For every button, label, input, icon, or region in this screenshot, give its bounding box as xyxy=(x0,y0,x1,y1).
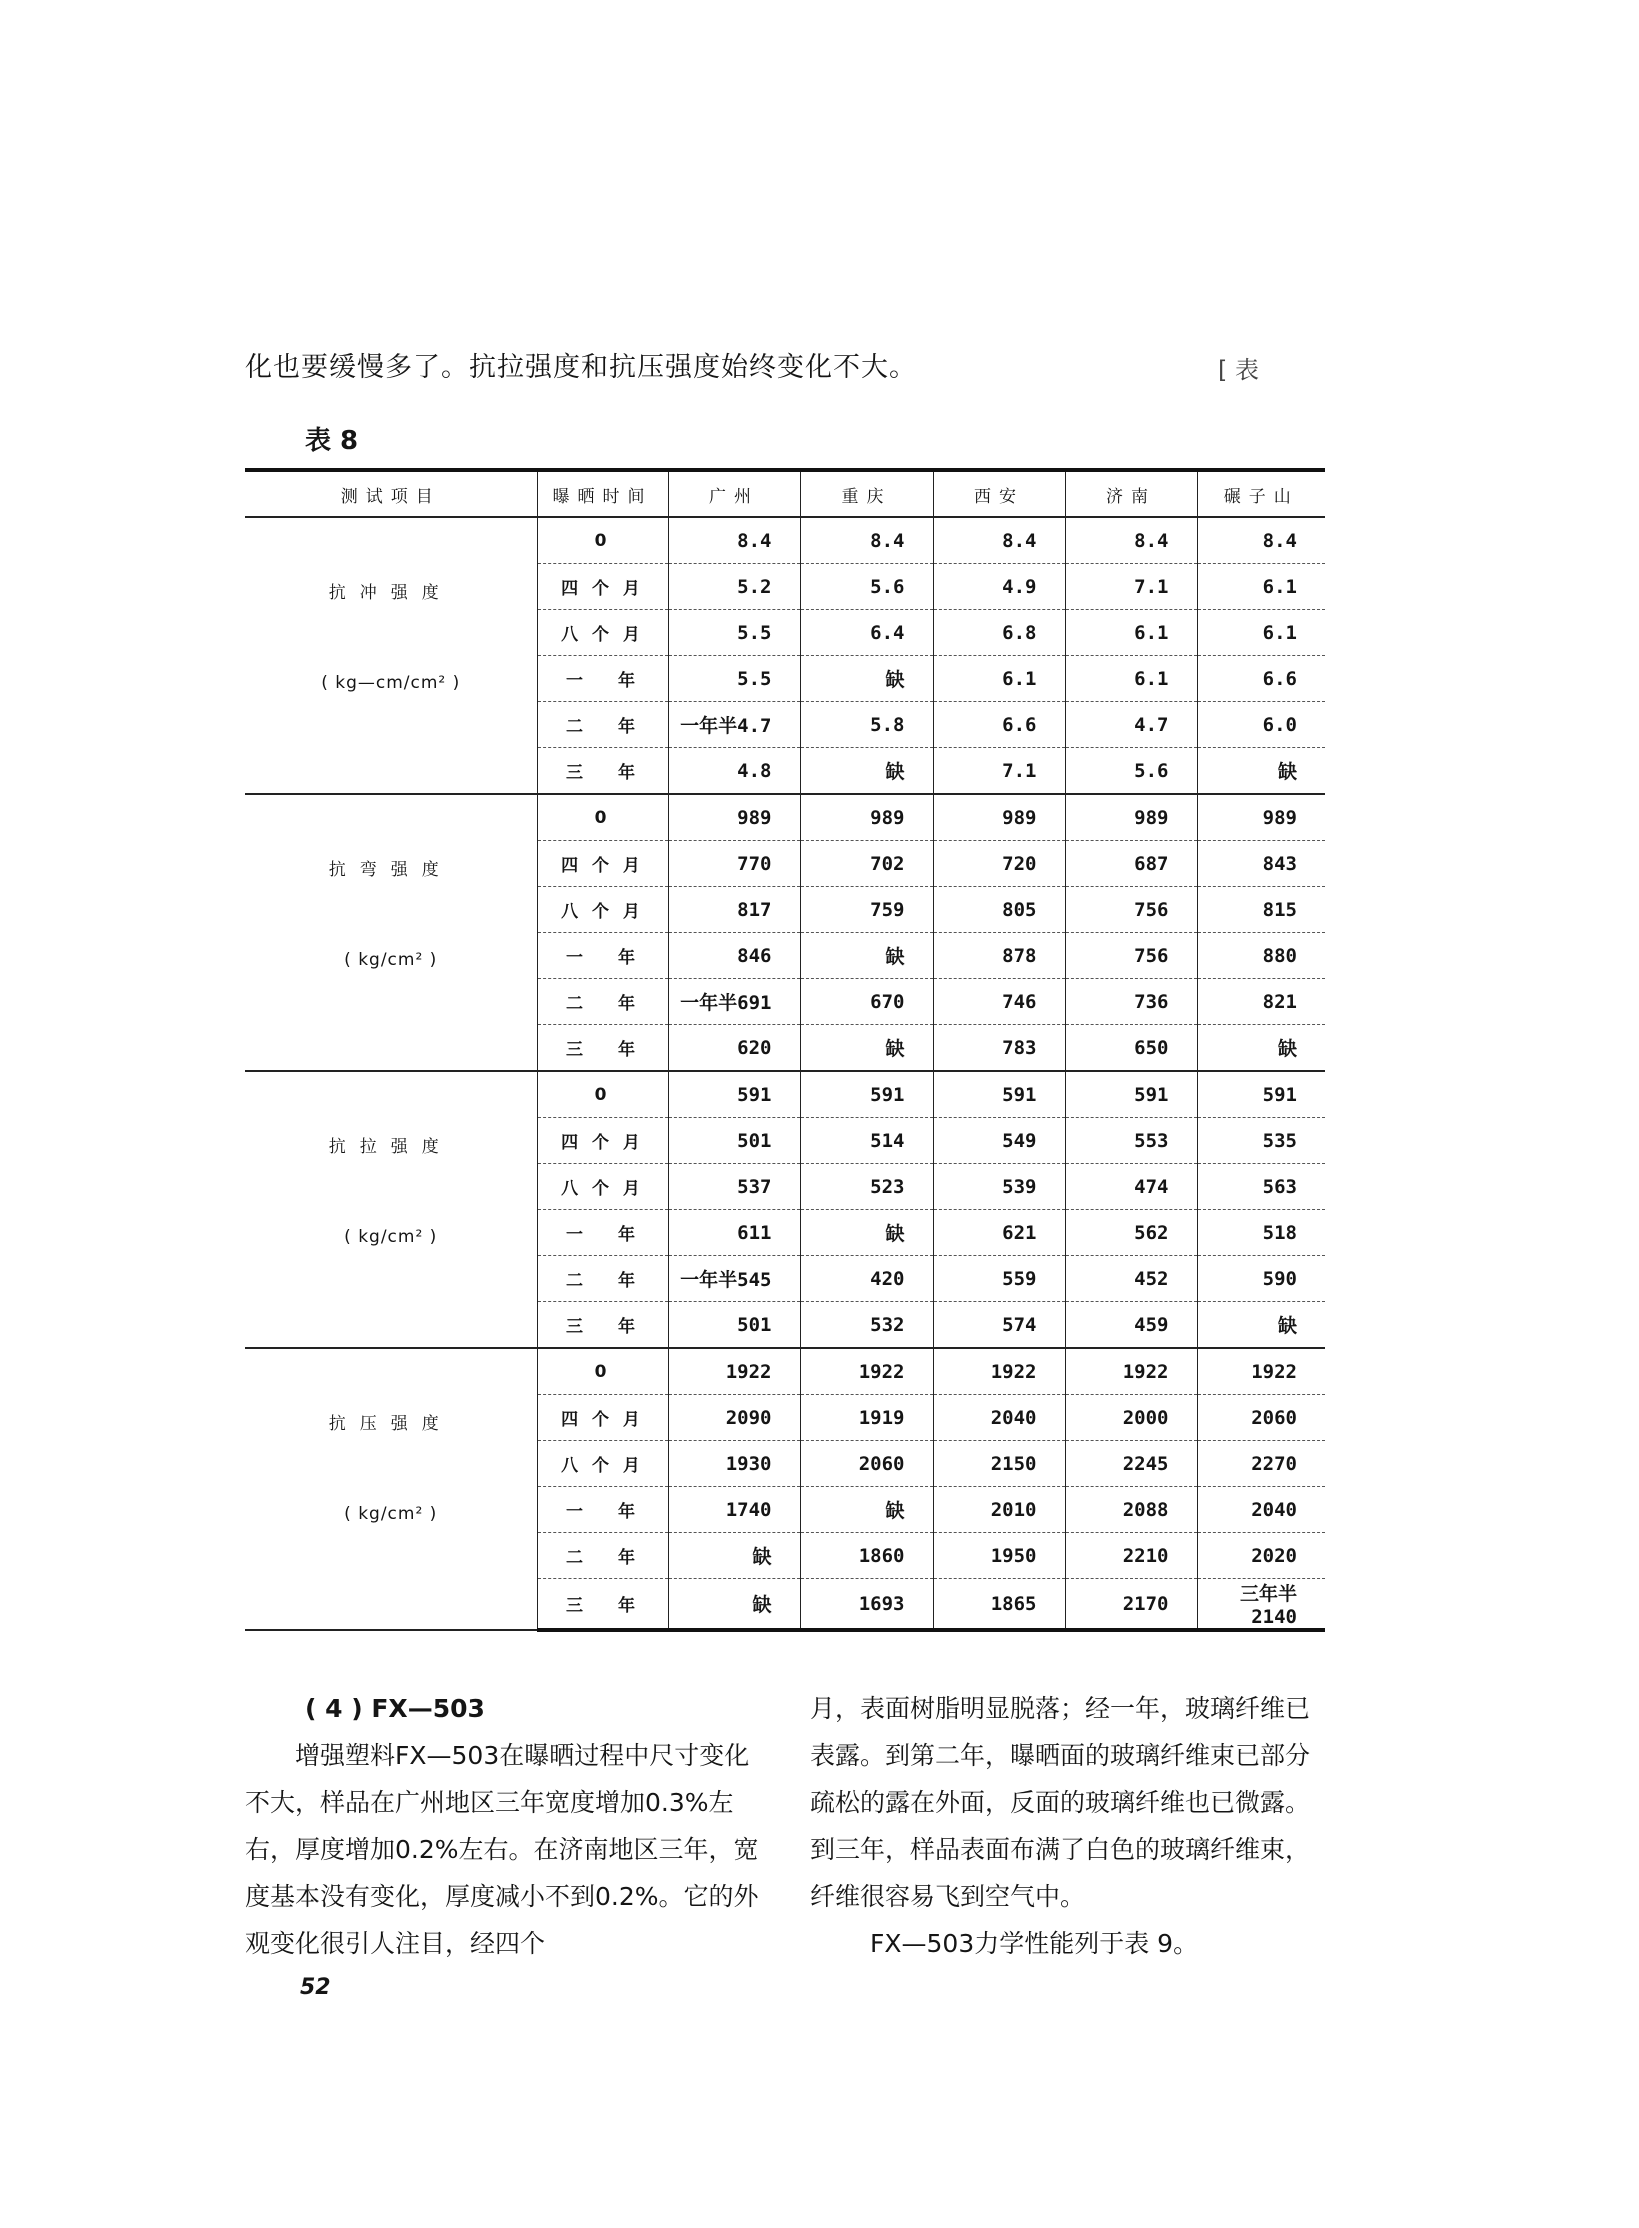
value-cell: 6.1 xyxy=(1065,656,1197,702)
value-cell: 537 xyxy=(668,1164,800,1210)
value-cell: 5.6 xyxy=(1065,748,1197,795)
value-cell: 5.5 xyxy=(668,610,800,656)
value-cell: 4.8 xyxy=(668,748,800,795)
data-table xyxy=(245,468,1325,1632)
value-cell: 620 xyxy=(668,1025,800,1072)
value-cell: 553 xyxy=(1065,1118,1197,1164)
value-cell: 6.1 xyxy=(1065,610,1197,656)
value-cell: 821 xyxy=(1197,979,1325,1025)
value-cell: 2270 xyxy=(1197,1441,1325,1487)
value-cell: 650 xyxy=(1065,1025,1197,1072)
value-cell: 532 xyxy=(800,1302,933,1349)
value-cell: 4.9 xyxy=(933,564,1065,610)
value-cell: 2040 xyxy=(933,1395,1065,1441)
test-item-label: 抗拉强度 xyxy=(328,1137,453,1157)
value-cell: 一年半691 xyxy=(668,979,800,1025)
value-cell: 缺 xyxy=(668,1533,800,1579)
value-cell: 1740 xyxy=(668,1487,800,1533)
value-cell: 2060 xyxy=(1197,1395,1325,1441)
value-cell: 746 xyxy=(933,979,1065,1025)
value-cell: 6.0 xyxy=(1197,702,1325,748)
value-cell: 7.1 xyxy=(933,748,1065,795)
value-cell: 5.2 xyxy=(668,564,800,610)
exposure-time-cell: 二 年 xyxy=(537,702,668,748)
test-item-cell xyxy=(245,794,537,1071)
value-cell: 621 xyxy=(933,1210,1065,1256)
value-cell: 一年半4.7 xyxy=(668,702,800,748)
exposure-time-cell: 三 年 xyxy=(537,1025,668,1072)
exposure-time-cell: 三 年 xyxy=(537,1302,668,1349)
value-cell: 611 xyxy=(668,1210,800,1256)
header-chongqing: 重庆 xyxy=(800,470,933,517)
table-row xyxy=(245,1071,1325,1118)
header-guangzhou: 广州 xyxy=(668,470,800,517)
value-cell: 2040 xyxy=(1197,1487,1325,1533)
value-cell: 670 xyxy=(800,979,933,1025)
exposure-time-cell: 三 年 xyxy=(537,1579,668,1631)
value-cell: 1693 xyxy=(800,1579,933,1631)
exposure-time-cell: 三 年 xyxy=(537,748,668,795)
right-paragraph: 月，表面树脂明显脱落；经一年，玻璃纤维已表露。到第二年，曝晒面的玻璃纤维束已部分疏松的露在外面，反面的玻璃纤维也已微露。到三年，样品表面布满了白色的玻璃纤维束，纤维很容易飞到空气中。 xyxy=(810,1694,1311,1911)
value-cell: 缺 xyxy=(800,1487,933,1533)
value-cell: 817 xyxy=(668,887,800,933)
exposure-time-cell: 八 个 月 xyxy=(537,610,668,656)
exposure-time-cell: 一 年 xyxy=(537,656,668,702)
header-exposure-time: 曝晒时间 xyxy=(537,470,668,517)
value-cell: 缺 xyxy=(668,1579,800,1631)
value-cell: 7.1 xyxy=(1065,564,1197,610)
value-cell: 8.4 xyxy=(800,517,933,564)
value-cell: 878 xyxy=(933,933,1065,979)
exposure-time-cell: 一 年 xyxy=(537,933,668,979)
header-xian: 西安 xyxy=(933,470,1065,517)
left-paragraph: 增强塑料FX—503在曝晒过程中尺寸变化不大，样品在广州地区三年宽度增加0.3%左右，厚度增加0.2%左右。在济南地区三年，宽度基本没有变化，厚度减小不到0.2%。它的外观变化很引人注目，经四个 xyxy=(245,1741,759,1958)
corner-mark: [ 表 xyxy=(1218,356,1259,384)
value-cell: 523 xyxy=(800,1164,933,1210)
value-cell: 6.1 xyxy=(1197,610,1325,656)
value-cell: 2060 xyxy=(800,1441,933,1487)
value-cell: 缺 xyxy=(800,656,933,702)
test-item-cell xyxy=(245,1348,537,1630)
value-cell: 783 xyxy=(933,1025,1065,1072)
value-cell: 2245 xyxy=(1065,1441,1197,1487)
value-cell: 缺 xyxy=(1197,1302,1325,1349)
table-row xyxy=(245,794,1325,841)
exposure-time-cell: 八 个 月 xyxy=(537,1164,668,1210)
value-cell: 880 xyxy=(1197,933,1325,979)
value-cell: 2210 xyxy=(1065,1533,1197,1579)
test-item-cell xyxy=(245,1071,537,1348)
test-item-cell xyxy=(245,517,537,794)
value-cell: 574 xyxy=(933,1302,1065,1349)
value-cell: 518 xyxy=(1197,1210,1325,1256)
exposure-time-cell: 二 年 xyxy=(537,979,668,1025)
header-test-item: 测试项目 xyxy=(245,470,537,517)
value-cell: 989 xyxy=(668,794,800,841)
value-cell: 420 xyxy=(800,1256,933,1302)
value-cell: 501 xyxy=(668,1302,800,1349)
value-cell: 759 xyxy=(800,887,933,933)
value-cell: 1922 xyxy=(1065,1348,1197,1395)
value-cell: 1922 xyxy=(668,1348,800,1395)
exposure-time-cell: 二 年 xyxy=(537,1256,668,1302)
value-cell: 1919 xyxy=(800,1395,933,1441)
value-cell: 2020 xyxy=(1197,1533,1325,1579)
value-cell: 562 xyxy=(1065,1210,1197,1256)
exposure-time-cell: 0 xyxy=(537,1348,668,1395)
table-row xyxy=(245,517,1325,564)
value-cell: 843 xyxy=(1197,841,1325,887)
value-cell: 514 xyxy=(800,1118,933,1164)
value-cell: 989 xyxy=(1065,794,1197,841)
test-item-label: 抗弯强度 xyxy=(328,860,453,880)
right-paragraph-2: FX—503力学性能列于表 9。 xyxy=(870,1929,1199,1958)
value-cell: 1922 xyxy=(933,1348,1065,1395)
value-cell: 846 xyxy=(668,933,800,979)
value-cell: 6.1 xyxy=(933,656,1065,702)
page-number: 52 xyxy=(300,1975,331,2000)
value-cell: 756 xyxy=(1065,933,1197,979)
value-cell: 1860 xyxy=(800,1533,933,1579)
value-cell: 2150 xyxy=(933,1441,1065,1487)
value-cell: 1922 xyxy=(1197,1348,1325,1395)
value-cell: 1950 xyxy=(933,1533,1065,1579)
exposure-time-cell: 四 个 月 xyxy=(537,1395,668,1441)
value-cell: 2088 xyxy=(1065,1487,1197,1533)
value-cell: 8.4 xyxy=(933,517,1065,564)
table-row xyxy=(245,1348,1325,1395)
header-jinan: 济南 xyxy=(1065,470,1197,517)
test-item-label: 抗冲强度 xyxy=(328,583,453,603)
section-heading: ( 4 ) FX—503 xyxy=(305,1694,485,1723)
value-cell: 805 xyxy=(933,887,1065,933)
exposure-time-cell: 一 年 xyxy=(537,1210,668,1256)
test-item-label: 抗压强度 xyxy=(328,1414,453,1434)
value-cell: 1930 xyxy=(668,1441,800,1487)
value-cell: 6.4 xyxy=(800,610,933,656)
value-cell: 1922 xyxy=(800,1348,933,1395)
table-header-row xyxy=(245,470,1325,517)
value-cell: 8.4 xyxy=(1065,517,1197,564)
value-cell: 549 xyxy=(933,1118,1065,1164)
value-cell: 6.6 xyxy=(933,702,1065,748)
exposure-time-cell: 四 个 月 xyxy=(537,841,668,887)
value-cell: 591 xyxy=(800,1071,933,1118)
value-cell: 989 xyxy=(1197,794,1325,841)
exposure-time-cell: 八 个 月 xyxy=(537,1441,668,1487)
exposure-time-cell: 一 年 xyxy=(537,1487,668,1533)
value-cell: 5.6 xyxy=(800,564,933,610)
continuation-text: 化也要缓慢多了。抗拉强度和抗压强度始终变化不大。 xyxy=(245,352,917,383)
exposure-time-cell: 二 年 xyxy=(537,1533,668,1579)
value-cell: 8.4 xyxy=(668,517,800,564)
value-cell: 989 xyxy=(933,794,1065,841)
value-cell: 一年半545 xyxy=(668,1256,800,1302)
exposure-time-cell: 0 xyxy=(537,517,668,564)
value-cell: 三年半2140 xyxy=(1197,1579,1325,1631)
exposure-time-cell: 四 个 月 xyxy=(537,1118,668,1164)
exposure-time-cell: 八 个 月 xyxy=(537,887,668,933)
value-cell: 720 xyxy=(933,841,1065,887)
value-cell: 1865 xyxy=(933,1579,1065,1631)
value-cell: 559 xyxy=(933,1256,1065,1302)
right-column xyxy=(810,1685,1330,1967)
value-cell: 756 xyxy=(1065,887,1197,933)
value-cell: 缺 xyxy=(800,1025,933,1072)
value-cell: 缺 xyxy=(800,1210,933,1256)
value-cell: 缺 xyxy=(800,933,933,979)
value-cell: 缺 xyxy=(1197,1025,1325,1072)
value-cell: 591 xyxy=(668,1071,800,1118)
exposure-time-cell: 0 xyxy=(537,794,668,841)
value-cell: 815 xyxy=(1197,887,1325,933)
value-cell: 535 xyxy=(1197,1118,1325,1164)
value-cell: 5.8 xyxy=(800,702,933,748)
exposure-time-cell: 0 xyxy=(537,1071,668,1118)
value-cell: 989 xyxy=(800,794,933,841)
value-cell: 2010 xyxy=(933,1487,1065,1533)
value-cell: 702 xyxy=(800,841,933,887)
value-cell: 474 xyxy=(1065,1164,1197,1210)
value-cell: 563 xyxy=(1197,1164,1325,1210)
value-cell: 459 xyxy=(1065,1302,1197,1349)
value-cell: 736 xyxy=(1065,979,1197,1025)
value-cell: 2090 xyxy=(668,1395,800,1441)
value-cell: 6.8 xyxy=(933,610,1065,656)
value-cell: 591 xyxy=(1065,1071,1197,1118)
test-item-unit: ( kg/cm² ) xyxy=(344,1504,438,1524)
value-cell: 6.1 xyxy=(1197,564,1325,610)
value-cell: 591 xyxy=(1197,1071,1325,1118)
value-cell: 2170 xyxy=(1065,1579,1197,1631)
table-caption: 表 8 xyxy=(305,426,359,456)
value-cell: 6.6 xyxy=(1197,656,1325,702)
value-cell: 452 xyxy=(1065,1256,1197,1302)
exposure-time-cell: 四 个 月 xyxy=(537,564,668,610)
value-cell: 590 xyxy=(1197,1256,1325,1302)
left-column xyxy=(245,1685,760,1967)
value-cell: 缺 xyxy=(800,748,933,795)
value-cell: 591 xyxy=(933,1071,1065,1118)
value-cell: 501 xyxy=(668,1118,800,1164)
header-nianzishan: 碾子山 xyxy=(1197,470,1325,517)
value-cell: 5.5 xyxy=(668,656,800,702)
value-cell: 539 xyxy=(933,1164,1065,1210)
test-item-unit: ( kg—cm/cm² ) xyxy=(321,673,461,693)
value-cell: 687 xyxy=(1065,841,1197,887)
value-cell: 2000 xyxy=(1065,1395,1197,1441)
value-cell: 770 xyxy=(668,841,800,887)
value-cell: 4.7 xyxy=(1065,702,1197,748)
test-item-unit: ( kg/cm² ) xyxy=(344,1227,438,1247)
test-item-unit: ( kg/cm² ) xyxy=(344,950,438,970)
value-cell: 8.4 xyxy=(1197,517,1325,564)
value-cell: 缺 xyxy=(1197,748,1325,795)
